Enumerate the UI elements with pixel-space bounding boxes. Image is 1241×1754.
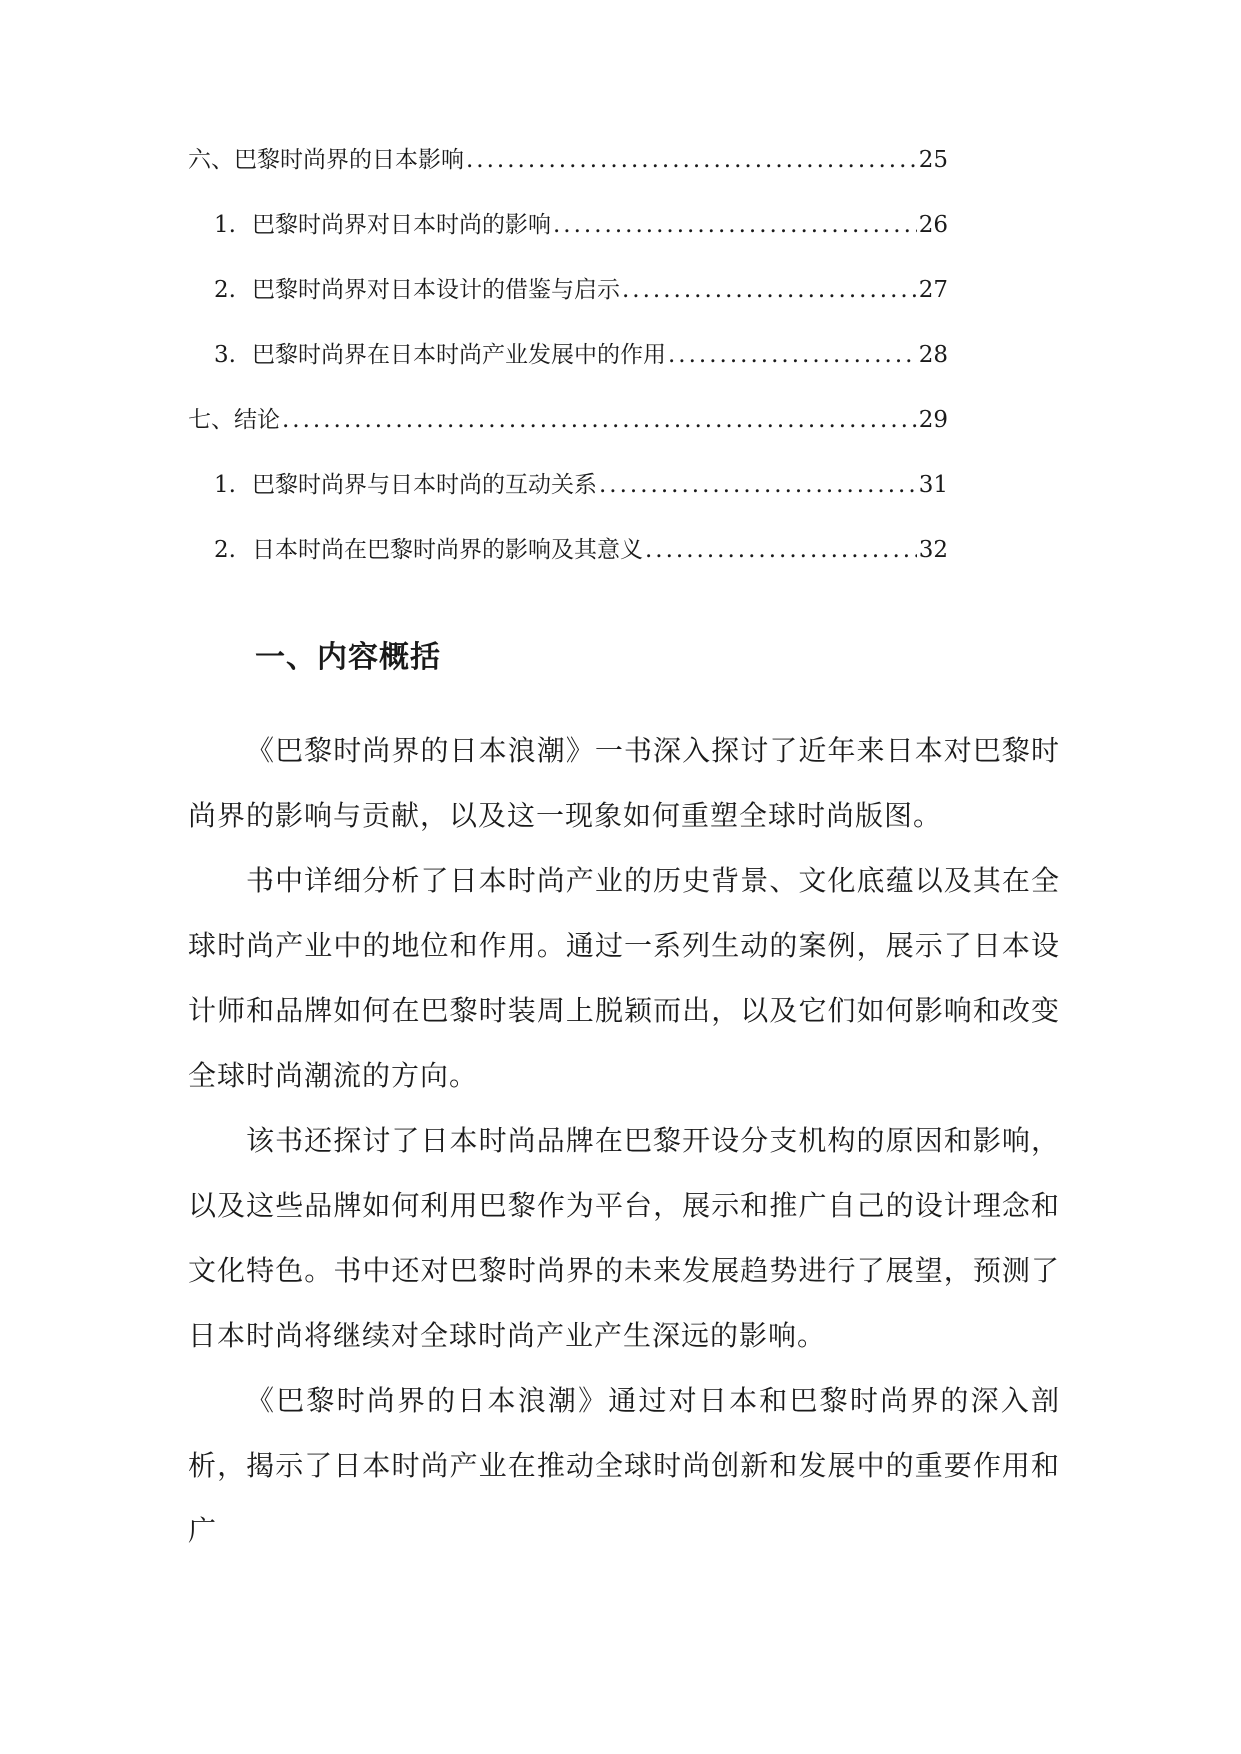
toc-leader-dots — [599, 470, 917, 500]
toc-leader-dots — [668, 340, 917, 370]
body-paragraph: 《巴黎时尚界的日本浪潮》通过对日本和巴黎时尚界的深入剖析，揭示了日本时尚产业在推动全球时尚创新和发展中的重要作用和广 — [188, 1384, 1060, 1547]
toc-entry-number: 2. — [214, 537, 236, 563]
toc-entry-page: 27 — [918, 277, 948, 303]
toc-entry[interactable] — [188, 535, 948, 600]
toc-entry-page: 25 — [918, 147, 948, 173]
toc-entry[interactable] — [188, 145, 948, 210]
toc-leader-dots — [622, 275, 917, 305]
toc-entry-page: 28 — [918, 342, 948, 368]
toc-entry-number: 1. — [214, 472, 236, 498]
toc-entry[interactable] — [188, 470, 948, 535]
toc-entry-label: 巴黎时尚界在日本时尚产业发展中的作用 — [252, 342, 666, 368]
toc-entry-number: 2. — [214, 277, 236, 303]
toc-leader-dots — [553, 210, 917, 240]
toc-entry-label: 七、结论 — [188, 407, 280, 433]
toc-entry[interactable] — [188, 210, 948, 275]
toc-entry-page: 31 — [918, 472, 948, 498]
toc-entry-page: 29 — [918, 407, 948, 433]
body-paragraph: 《巴黎时尚界的日本浪潮》一书深入探讨了近年来日本对巴黎时尚界的影响与贡献，以及这一现象如何重塑全球时尚版图。 — [188, 734, 1060, 832]
toc-entry[interactable] — [188, 275, 948, 340]
toc-leader-dots — [645, 535, 917, 565]
body-paragraph: 书中详细分析了日本时尚产业的历史背景、文化底蕴以及其在全球时尚产业中的地位和作用。通过一系列生动的案例，展示了日本设计师和品牌如何在巴黎时装周上脱颖而出，以及它们如何影响和改变全球时尚潮流的方向。 — [188, 864, 1060, 1092]
toc-entry-label: 巴黎时尚界对日本设计的借鉴与启示 — [252, 277, 620, 303]
toc-entry-label: 日本时尚在巴黎时尚界的影响及其意义 — [252, 537, 643, 563]
toc-entry-page: 26 — [918, 212, 948, 238]
toc-leader-dots — [466, 145, 917, 175]
toc-entry-label: 巴黎时尚界与日本时尚的互动关系 — [252, 472, 597, 498]
toc-entry[interactable] — [188, 340, 948, 405]
toc-entry-number: 1. — [214, 212, 236, 238]
toc-leader-dots — [282, 405, 917, 435]
toc-entry-page: 32 — [918, 537, 948, 563]
toc-entry[interactable] — [188, 405, 948, 470]
section-body — [188, 718, 1060, 1563]
toc-entry-number: 3. — [214, 342, 236, 368]
body-paragraph: 该书还探讨了日本时尚品牌在巴黎开设分支机构的原因和影响，以及这些品牌如何利用巴黎作为平台，展示和推广自己的设计理念和文化特色。书中还对巴黎时尚界的未来发展趋势进行了展望，预测了日本时尚将继续对全球时尚产业产生深远的影响。 — [188, 1124, 1060, 1352]
toc-entry-label: 六、巴黎时尚界的日本影响 — [188, 147, 464, 173]
table-of-contents — [188, 145, 948, 600]
toc-entry-label: 巴黎时尚界对日本时尚的影响 — [252, 212, 551, 238]
section-heading: 一、内容概括 — [255, 640, 441, 675]
